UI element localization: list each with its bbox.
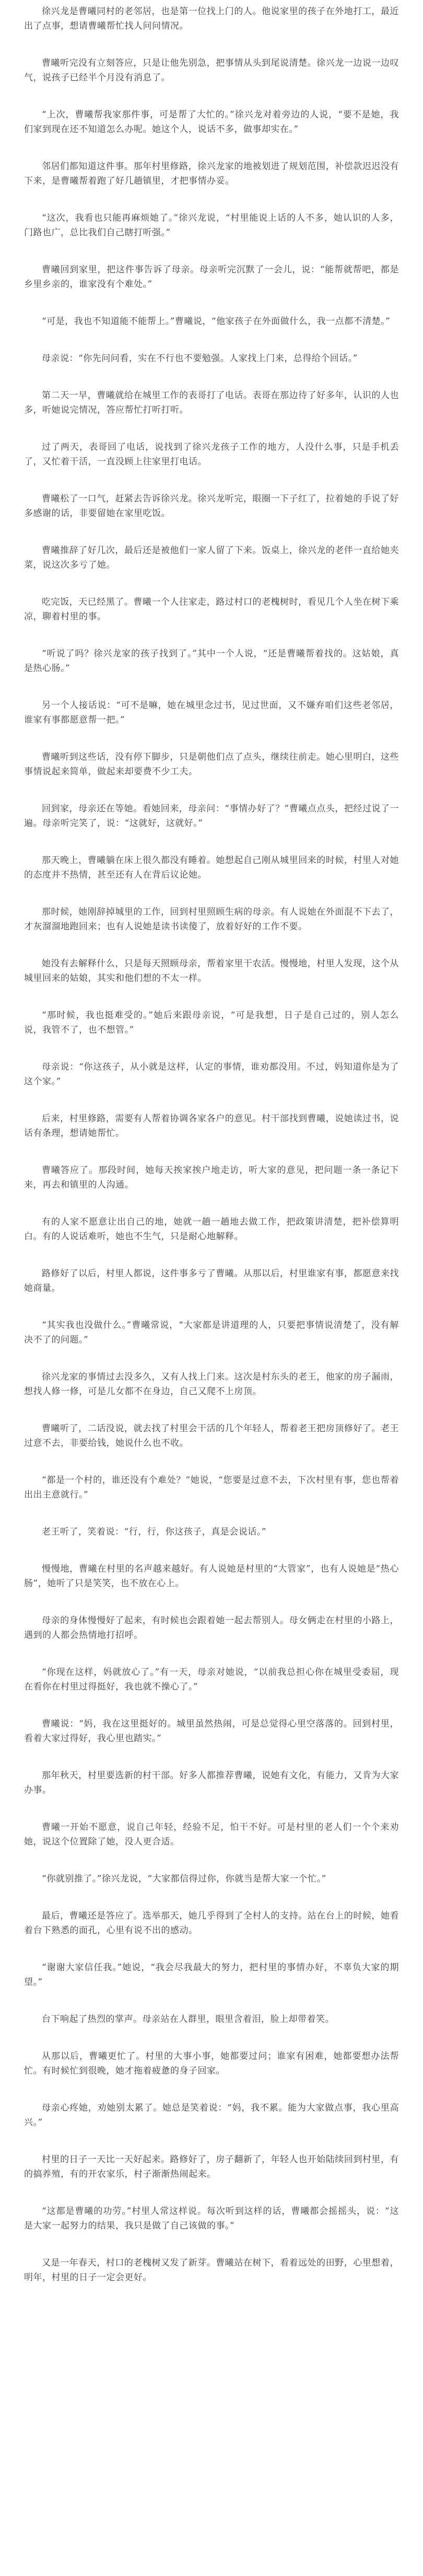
article-paragraph: 邻居们都知道这件事。那年村里修路，徐兴龙家的地被划进了规划范围，补偿款迟迟没有下来，是曹曦帮着跑了好几趟镇里，才把事情办妥。 [24, 161, 399, 186]
article-paragraph: “你就别推了。”徐兴龙说，“大家都信得过你，你就当是帮大家一个忙。” [42, 1874, 326, 1884]
article-paragraph: 曹曦听完没有立刻答应，只是让他先别急，把事情从头到尾说清楚。徐兴龙一边说一边叹气，说孩子已经半个月没有消息了。 [24, 58, 399, 83]
article-paragraph: 又是一年春天，村口的老槐树又发了新芽。曹曦站在树下，看着远处的田野，心里想着，明年，村里的日子一定会更好。 [24, 2258, 399, 2283]
article-paragraph: 徐兴龙家的事情过去没多久，又有人找上门来。这次是村东头的老王，他家的房子漏雨，想找人修一修，可是儿女都不在身边，自己又爬不上房顶。 [24, 1372, 399, 1397]
article-paragraph: 回到家，母亲还在等她。看她回来，母亲问：“事情办好了？”曹曦点点头，把经过说了一遍。母亲听完笑了，说：“这就好，这就好。” [24, 804, 399, 829]
article-paragraph: 曹曦答应了。那段时间，她每天挨家挨户地走访，听大家的意见，把问题一条一条记下来，再去和镇里的人沟通。 [24, 1165, 399, 1190]
article-paragraph: “这次，我看也只能再麻烦她了。”徐兴龙说，“村里能说上话的人不多，她认识的人多，门路也广，总比我们自己瞎打听强。” [24, 213, 399, 238]
article-paragraph: “听说了吗？徐兴龙家的孩子找到了。”其中一个人说，“还是曹曦帮着找的。这姑娘，真是热心肠。” [24, 649, 399, 674]
article-paragraph: 路修好了以后，村里人都说，这件事多亏了曹曦。从那以后，村里谁家有事，都愿意来找她商量。 [24, 1268, 399, 1293]
article-paragraph: “谢谢大家信任我。”她说，“我会尽我最大的努力，把村里的事情办好，不辜负大家的期望。” [24, 1962, 399, 1987]
article-paragraph: 另一个人接话说：“可不是嘛，她在城里念过书，见过世面，又不嫌弃咱们这些老邻居，谁家有事都愿意帮一把。” [24, 700, 399, 725]
article-paragraph: “都是一个村的，谁还没有个难处？”她说，“您要是过意不去，下次村里有事，您也帮着出出主意就行。” [24, 1475, 399, 1500]
article-paragraph: 从那以后，曹曦更忙了。村里的大事小事，她都要过问；谁家有困难，她都要想办法帮忙。有时候忙到很晚，她才拖着疲惫的身子回家。 [24, 2051, 399, 2076]
article-paragraph: 村里的日子一天比一天好起来。路修好了，房子翻新了，年轻人也开始陆续回到村里，有的搞养殖，有的开农家乐，村子渐渐热闹起来。 [24, 2154, 399, 2179]
article-paragraph: 后来，村里修路，需要有人帮着协调各家各户的意见。村干部找到曹曦，说她读过书，说话有条理，想请她帮忙。 [24, 1113, 399, 1139]
article-paragraph: 曹曦回到家里，把这件事告诉了母亲。母亲听完沉默了一会儿，说：“能帮就帮吧，都是乡里乡亲的，谁家没有个难处。” [24, 265, 399, 290]
article-paragraph: 曹曦听了，二话没说，就去找了村里会干活的几个年轻人，帮着老王把房顶修好了。老王过意不去，非要给钱，她说什么也不收。 [24, 1423, 399, 1448]
article-paragraph: 母亲心疼她，劝她别太累了。她总是笑着说：“妈，我不累。能为大家做点事，我心里高兴。” [24, 2103, 399, 2128]
article-paragraph: 那天晚上，曹曦躺在床上很久都没有睡着。她想起自己刚从城里回来的时候，村里人对她的态度并不热情，甚至还有人在背后议论她。 [24, 855, 399, 880]
article-paragraph: 过了两天，表哥回了电话，说找到了徐兴龙孩子工作的地方，人没什么事，只是手机丢了，又忙着干活，一直没顾上往家里打电话。 [24, 442, 399, 467]
article-paragraph: 徐兴龙是曹曦同村的老邻居，也是第一位找上门的人。他说家里的孩子在外地打工，最近出了点事，想请曹曦帮忙找人问问情况。 [24, 6, 399, 31]
article-paragraph: “这都是曹曦的功劳。”村里人常这样说。每次听到这样的话，曹曦都会摇摇头，说：“这是大家一起努力的结果，我只是做了自己该做的事。” [24, 2206, 399, 2231]
article-paragraph: 慢慢地，曹曦在村里的名声越来越好。有人说她是村里的“大管家”，也有人说她是“热心肠”，她听了只是笑笑，也不放在心上。 [24, 1564, 399, 1589]
article-paragraph: 那年秋天，村里要选新的村干部。好多人都推荐曹曦，说她有文化，有能力，又肯为大家办事。 [24, 1770, 399, 1795]
article-paragraph: 那时候，她刚辞掉城里的工作，回到村里照顾生病的母亲。有人说她在外面混不下去了，才灰溜溜地跑回来；也有人说她是读书读傻了，放着好好的工作不要。 [24, 907, 399, 932]
article-paragraph: 吃完饭，天已经黑了。曹曦一个人往家走，路过村口的老槐树时，看见几个人坐在树下乘凉，聊着村里的事。 [24, 597, 399, 622]
article-paragraph: “上次，曹曦帮我家那件事，可是帮了大忙的。”徐兴龙对着旁边的人说，“要不是她，我们家到现在还不知道怎么办呢。她这个人，说话不多，做事却实在。” [24, 110, 399, 135]
article-paragraph: “你现在这样，妈就放心了。”有一天，母亲对她说，“以前我总担心你在城里受委屈，现在看你在村里过得挺好，我也就不操心了。” [24, 1667, 399, 1692]
article-paragraph: 老王听了，笑着说：“行，行，你这孩子，真是会说话。” [42, 1527, 266, 1537]
article-paragraph: 曹曦一开始不愿意，说自己年轻，经验不足，怕干不好。可是村里的老人们一个个来劝她，说这个位置除了她，没人更合适。 [24, 1822, 399, 1847]
article-paragraph: 第二天一早，曹曦就给在城里工作的表哥打了电话。表哥在那边待了好多年，认识的人也多，听她说完情况，答应帮忙打听打听。 [24, 390, 399, 415]
article-paragraph: 曹曦说：“妈，我在这里挺好的。城里虽然热闹，可是总觉得心里空落落的。回到村里，看着大家过得好，我心里也踏实。” [24, 1719, 399, 1744]
article-paragraph: 台下响起了热烈的掌声。母亲站在人群里，眼里含着泪，脸上却带着笑。 [42, 2014, 334, 2024]
article-paragraph: 她没有去解释什么，只是每天照顾母亲，帮着家里干农活。慢慢地，村里人发现，这个从城里回来的姑娘，其实和他们想的不太一样。 [24, 958, 399, 984]
article-paragraph: 母亲说：“你这孩子，从小就是这样，认定的事情，谁劝都没用。不过，妈知道你是为了这个家。” [24, 1062, 399, 1087]
article-paragraph: “其实我也没做什么。”曹曦常说，“大家都是讲道理的人，只要把事情说清楚了，没有解决不了的问题。” [24, 1320, 399, 1345]
article-paragraph: 有的人家不愿意让出自己的地，她就一趟一趟地去做工作，把政策讲清楚，把补偿算明白。有的人说话难听，她也不生气，只是耐心地解释。 [24, 1217, 399, 1242]
article-paragraph: “可是，我也不知道能不能帮上。”曹曦说，“他家孩子在外面做什么，我一点都不清楚。” [42, 316, 391, 327]
article-paragraph: “那时候，我也挺难受的。”她后来跟母亲说，“可是我想，日子是自己过的，别人怎么说，我管不了，也不想管。” [24, 1010, 399, 1035]
article-paragraph: 最后，曹曦还是答应了。选举那天，她几乎得到了全村人的支持。站在台上的时候，她看着台下熟悉的面孔，心里有说不出的感动。 [24, 1911, 399, 1936]
article-paragraph: 曹曦听到这些话，没有停下脚步，只是朝他们点了点头，继续往前走。她心里明白，这些事情说起来简单，做起来却要费不少工夫。 [24, 752, 399, 777]
article-paragraph: 母亲的身体慢慢好了起来，有时候也会跟着她一起去帮别人。母女俩走在村里的小路上，遇到的人都会热情地打招呼。 [24, 1615, 399, 1640]
article-paragraph: 曹曦松了一口气，赶紧去告诉徐兴龙。徐兴龙听完，眼圈一下子红了，拉着她的手说了好多感谢的话，非要留她在家里吃饭。 [24, 494, 399, 519]
article-paragraph: 曹曦推辞了好几次，最后还是被他们一家人留了下来。饭桌上，徐兴龙的老伴一直给她夹菜，说这次多亏了她。 [24, 545, 399, 570]
article-paragraph: 母亲说：“你先问问看，实在不行也不要勉强。人家找上门来，总得给个回话。” [42, 353, 358, 364]
